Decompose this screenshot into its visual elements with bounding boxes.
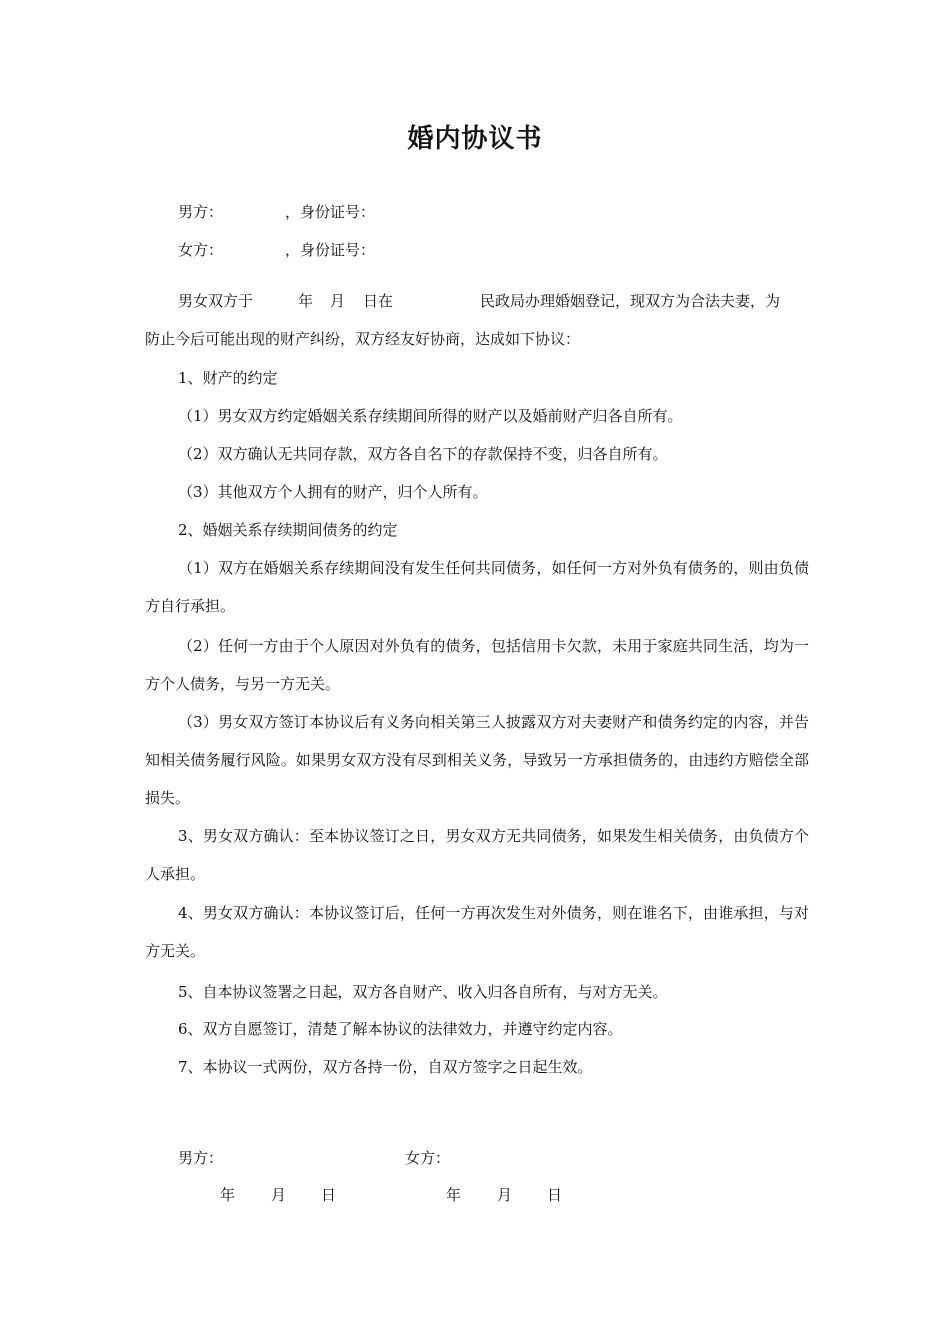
section1-item-2: （2）双方确认无共同存款，双方各自名下的存款保持不变，归各自所有。 <box>178 445 668 463</box>
signature-male-day: 日 <box>321 1186 337 1204</box>
section2-item-1: （1）双方在婚姻关系存续期间没有发生任何共同债务，如任何一方对外负有债务的，则由负债方自行承担。 <box>145 559 809 615</box>
signature-male-month: 月 <box>271 1186 287 1204</box>
section2-heading: 2、婚姻关系存续期间债务的约定 <box>178 521 398 539</box>
signature-female-month: 月 <box>497 1186 513 1204</box>
signature-female-label: 女方： <box>405 1149 451 1167</box>
clause-4: 4、男女双方确认：本协议签订后，任何一方再次发生对外债务，则在谁名下，由谁承担，与对方无关。 <box>145 904 809 960</box>
male-id-label: ，身份证号： <box>285 203 376 221</box>
signature-male-year: 年 <box>220 1186 236 1204</box>
intro-part1: 男女双方于 <box>178 292 254 310</box>
document-title: 婚内协议书 <box>407 124 543 154</box>
signature-female-day: 日 <box>547 1186 563 1204</box>
section1-item-1: （1）男女双方约定婚姻关系存续期间所得的财产以及婚前财产归各自所有。 <box>178 407 683 425</box>
intro-month: 月 <box>330 292 346 310</box>
female-party-label: 女方： <box>178 241 224 259</box>
section1-heading: 1、财产的约定 <box>178 369 278 387</box>
signature-female-year: 年 <box>446 1186 462 1204</box>
signature-male-label: 男方： <box>178 1149 224 1167</box>
clause-5: 5、自本协议签署之日起，双方各自财产、收入归各自所有，与对方无关。 <box>178 983 668 1001</box>
female-id-label: ，身份证号： <box>285 241 376 259</box>
intro-part2: 民政局办理婚姻登记，现双方为合法夫妻，为 <box>480 292 781 310</box>
male-party-label: 男方： <box>178 203 224 221</box>
intro-year: 年 <box>298 292 314 310</box>
clause-3: 3、男女双方确认：至本协议签订之日，男女双方无共同债务，如果发生相关债务，由负债方个人承担。 <box>145 827 809 883</box>
intro-line2: 防止今后可能出现的财产纠纷，双方经友好协商，达成如下协议： <box>145 330 581 348</box>
clause-6: 6、双方自愿签订，清楚了解本协议的法律效力，并遵守约定内容。 <box>178 1020 623 1038</box>
section2-item-2: （2）任何一方由于个人原因对外负有的债务，包括信用卡欠款，未用于家庭共同生活，均为一方个人债务，与另一方无关。 <box>145 637 809 693</box>
section1-item-3: （3）其他双方个人拥有的财产，归个人所有。 <box>178 483 488 501</box>
section2-item-3: （3）男女双方签订本协议后有义务向相关第三人披露双方对夫妻财产和债务约定的内容，并告知相关债务履行风险。如果男女双方没有尽到相关义务，导致另一方承担债务的，由违约方赔偿全部损失。 <box>145 713 809 807</box>
intro-day-at: 日在 <box>363 292 394 310</box>
clause-7: 7、本协议一式两份，双方各持一份，自双方签字之日起生效。 <box>178 1058 593 1076</box>
